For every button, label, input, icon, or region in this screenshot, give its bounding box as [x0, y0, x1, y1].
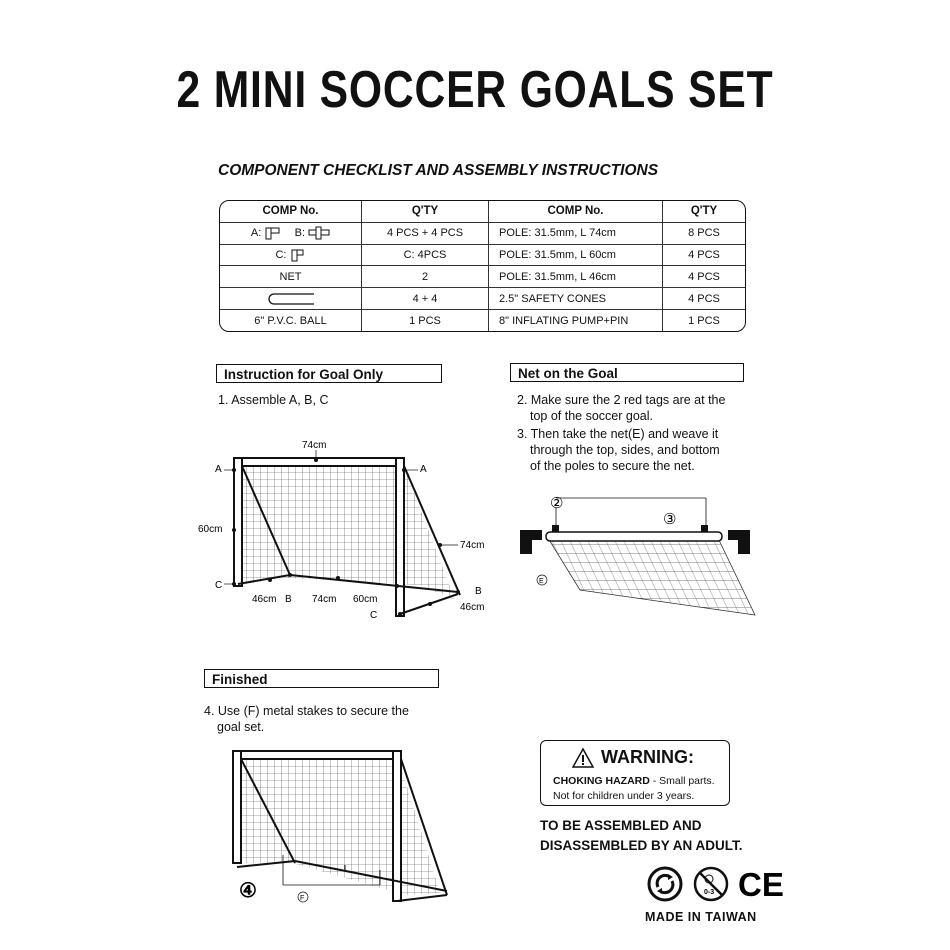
ce-mark-icon: [738, 866, 784, 902]
dim-right: 74cm: [460, 540, 485, 551]
stake-icon: [266, 292, 316, 306]
age-label: 0-3: [704, 889, 715, 896]
age-warning-icon: [692, 865, 730, 903]
dim-bottom-r2: 46cm: [460, 602, 485, 613]
marker-f: F: [300, 895, 305, 902]
warning-line1: [553, 775, 715, 787]
page-subtitle: COMPONENT CHECKLIST AND ASSEMBLY INSTRUCTIONS: [218, 162, 659, 179]
step-3c: of the poles to secure the net.: [530, 459, 695, 473]
table-cell: 6" P.V.C. BALL: [220, 310, 362, 331]
table-cell: C: 4PCS: [362, 244, 489, 266]
assembly-notice-line2: DISASSEMBLED BY AN ADULT.: [540, 838, 743, 853]
component-table: [219, 200, 746, 332]
table-cell: 4 PCS: [663, 288, 746, 310]
step-3a: 3. Then take the net(E) and weave it: [517, 427, 719, 441]
table-row: [220, 288, 745, 310]
section-net: Net on the Goal: [510, 363, 744, 382]
label-c: C:: [275, 248, 287, 261]
made-in-label: MADE IN TAIWAN: [645, 910, 757, 924]
label-a: A:: [250, 227, 262, 240]
warning-title: WARNING:: [601, 747, 694, 767]
recycle-icon: [646, 865, 684, 903]
warning-triangle-icon: [571, 747, 595, 769]
table-cell: 4 PCS + 4 PCS: [362, 222, 489, 244]
table-cell: POLE: 31.5mm, L 46cm: [489, 266, 663, 288]
table-row: [220, 244, 745, 266]
connector-ab-cell: [220, 222, 362, 244]
table-row: [220, 266, 745, 288]
label-c-left: C: [215, 580, 223, 591]
label-a-right: A: [420, 464, 427, 475]
section-goal-only: Instruction for Goal Only: [216, 364, 442, 383]
table-cell: 1 PCS: [663, 310, 746, 331]
warning-box: [540, 740, 730, 806]
finished-goal-diagram: [225, 745, 465, 920]
label-b-left: B: [285, 594, 292, 605]
dim-top: 74cm: [302, 440, 327, 451]
goal-frame-diagram: [190, 430, 500, 630]
table-header: COMP No.: [220, 201, 362, 222]
choking-hazard-text: - Small parts.: [649, 775, 715, 787]
label-c-right: C: [370, 610, 378, 621]
dim-bottom-left: 46cm: [252, 594, 277, 605]
table-cell: 2: [362, 266, 489, 288]
table-header: Q'TY: [362, 201, 489, 222]
choking-hazard-label: CHOKING HAZARD: [553, 775, 650, 787]
connector-a-icon: [264, 226, 282, 240]
table-header: COMP No.: [489, 201, 663, 222]
connector-b-icon: [308, 226, 330, 240]
table-row: [220, 222, 745, 244]
step-4a: 4. Use (F) metal stakes to secure the: [204, 704, 409, 718]
page-title: 2 MINI SOCCER GOALS SET: [176, 61, 774, 119]
section-finished: Finished: [204, 669, 439, 688]
table-row: [220, 310, 745, 331]
table-cell: 8" INFLATING PUMP+PIN: [489, 310, 663, 331]
marker-four: ④: [239, 880, 257, 902]
warning-line2: Not for children under 3 years.: [553, 790, 695, 802]
table-cell: 8 PCS: [663, 222, 746, 244]
net-on-goal-diagram: [510, 490, 760, 640]
step-2b: top of the soccer goal.: [530, 409, 653, 423]
table-header: Q'TY: [663, 201, 746, 222]
step-4b: goal set.: [217, 720, 265, 734]
label-b: B:: [294, 227, 306, 240]
marker-three: ③: [663, 511, 677, 528]
step-1: 1. Assemble A, B, C: [218, 393, 329, 407]
table-cell: 4 PCS: [663, 244, 746, 266]
dim-left: 60cm: [198, 524, 223, 535]
table-cell: 4 PCS: [663, 266, 746, 288]
label-b-right: B: [475, 586, 482, 597]
connector-c-cell: [220, 244, 362, 266]
step-2a: 2. Make sure the 2 red tags are at the: [517, 393, 726, 407]
stake-cell: [220, 288, 362, 310]
table-cell: POLE: 31.5mm, L 74cm: [489, 222, 663, 244]
ce-label: CE: [738, 866, 784, 902]
assembly-notice-line1: TO BE ASSEMBLED AND: [540, 818, 702, 833]
dim-bottom-mid: 74cm: [312, 594, 337, 605]
connector-c-icon: [290, 248, 306, 262]
marker-two: ②: [550, 495, 564, 512]
step-3b: through the top, sides, and bottom: [530, 443, 720, 457]
marker-e: E: [539, 578, 544, 585]
dim-bottom-r1: 60cm: [353, 594, 378, 605]
label-a-left: A: [215, 464, 222, 475]
table-cell: 4 + 4: [362, 288, 489, 310]
table-cell: NET: [220, 266, 362, 288]
table-cell: 2.5" SAFETY CONES: [489, 288, 663, 310]
table-header-row: [220, 201, 745, 222]
table-cell: 1 PCS: [362, 310, 489, 331]
table-cell: POLE: 31.5mm, L 60cm: [489, 244, 663, 266]
